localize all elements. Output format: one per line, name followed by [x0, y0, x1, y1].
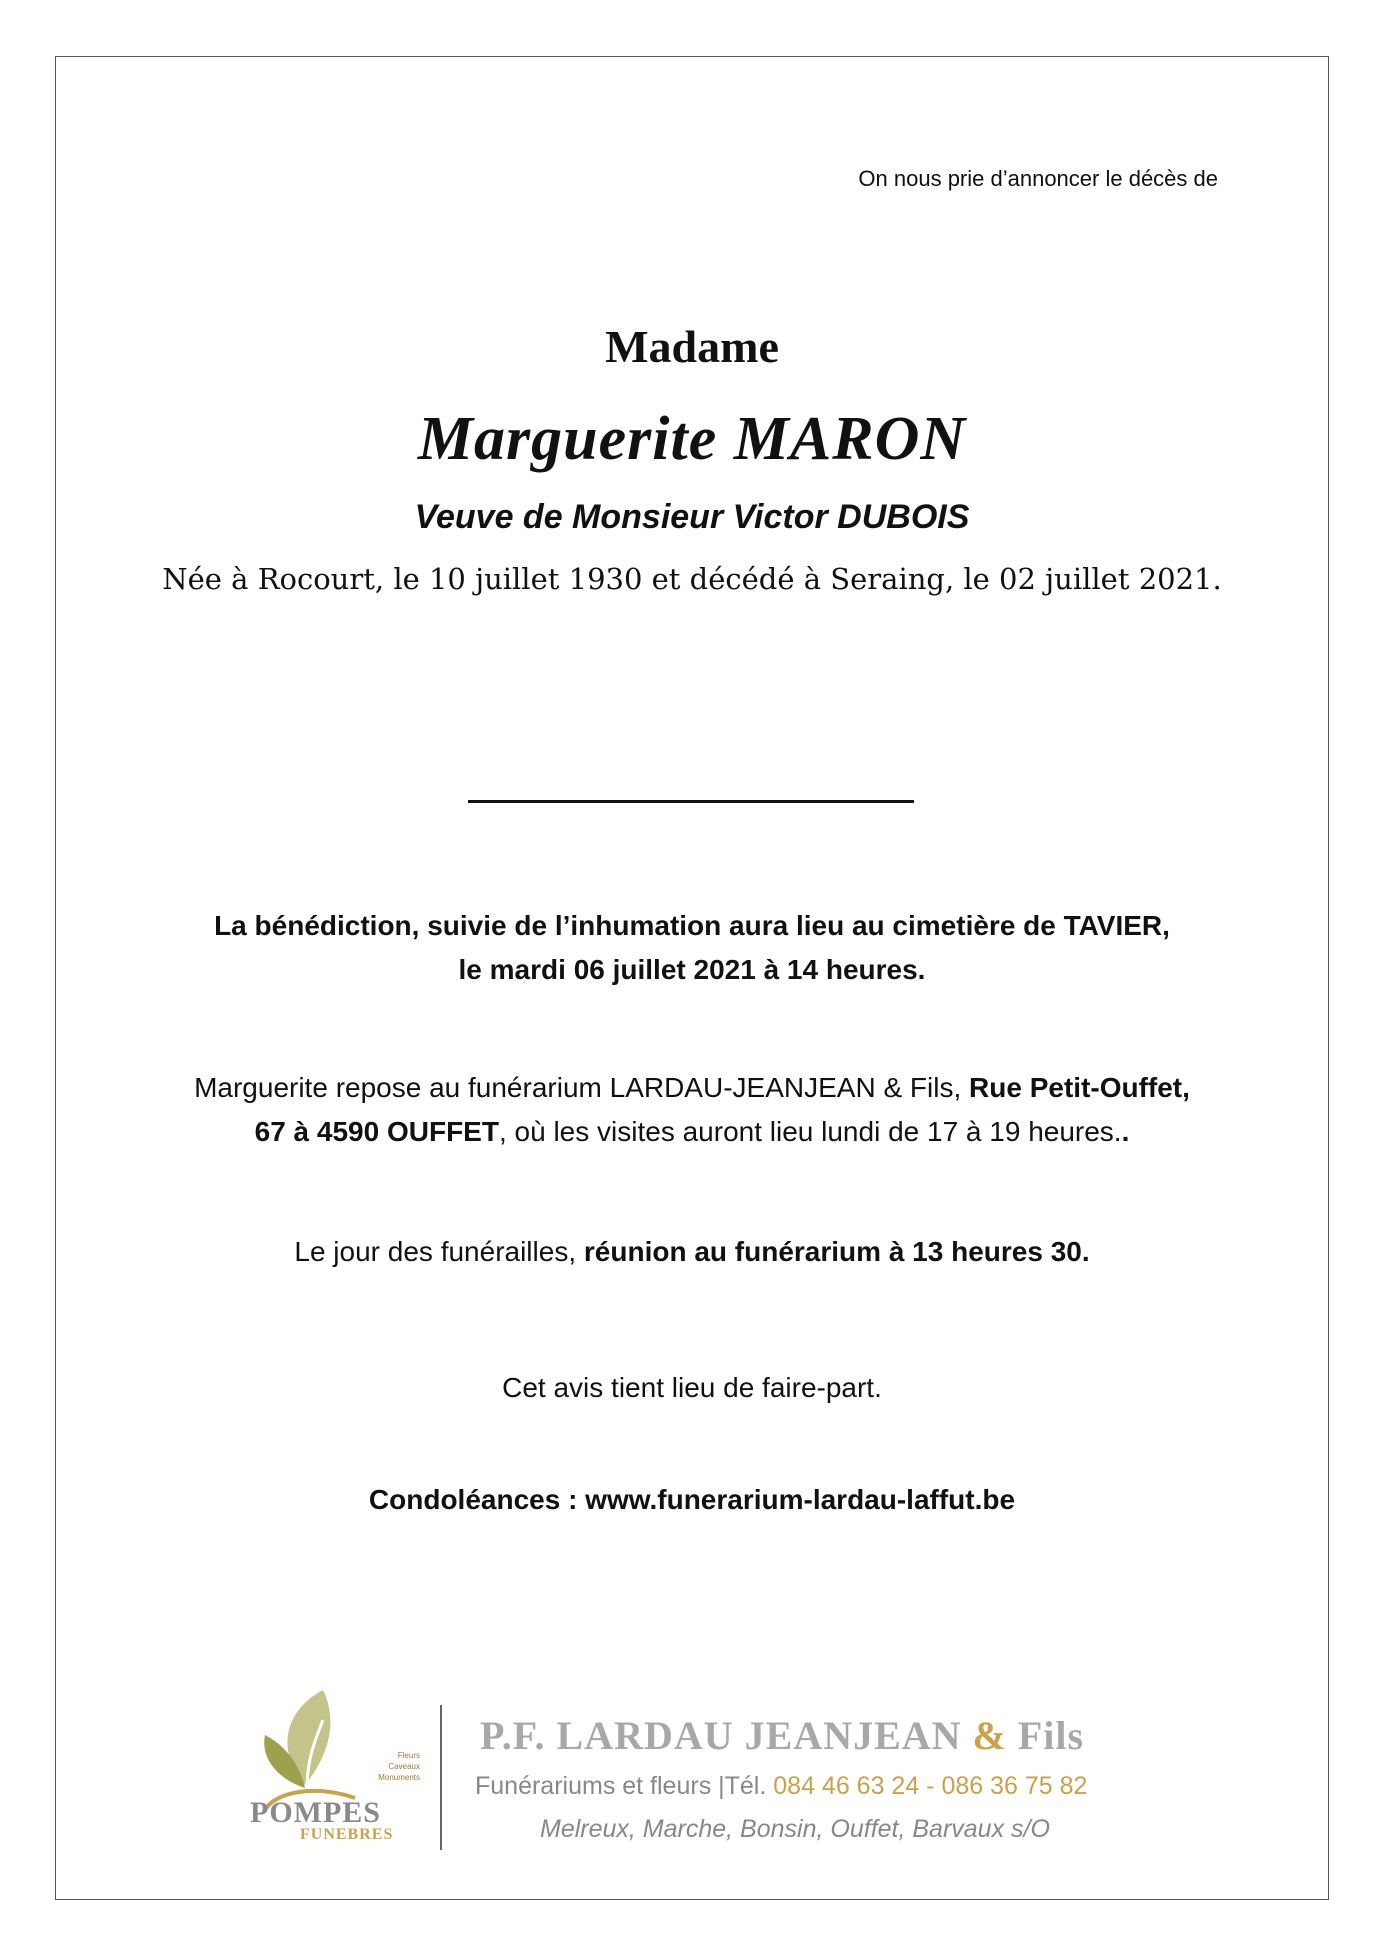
company-amp: & — [972, 1713, 1007, 1758]
company-services — [475, 1772, 1087, 1801]
repose-street: Rue Petit-Ouffet, — [969, 1072, 1190, 1103]
civility: Madame — [605, 321, 779, 372]
logo-sub-1: Fleurs — [397, 1751, 420, 1760]
notice-text: Cet avis tient lieu de faire-part. — [502, 1372, 882, 1403]
gathering-time: réunion au funérarium à 13 heures 30. — [583, 1236, 1090, 1267]
intro-text: On nous prie d’annoncer le décès de — [858, 166, 1218, 191]
logo-sub-3: Monuments — [378, 1773, 420, 1782]
logo-subtitle — [370, 1750, 420, 1783]
services-label: Funérariums et fleurs — [475, 1772, 719, 1800]
widow-line: Veuve de Monsieur Victor DUBOIS — [414, 498, 970, 536]
repose-period: . — [1121, 1116, 1130, 1147]
repose-text: Marguerite repose au funérarium LARDAU-JEANJEAN & Fils, — [194, 1072, 970, 1103]
condolences-line: Condoléances : www.funerarium-lardau-laffut.be — [368, 1484, 1016, 1515]
repose-city: 67 à 4590 OUFFET — [254, 1116, 499, 1147]
repose-visits: , où les visites auront lieu lundi de 17 à 19 heures. — [498, 1116, 1122, 1147]
footer-divider — [440, 1705, 442, 1850]
repose-info — [55, 1066, 1329, 1154]
separator-rule — [468, 800, 914, 803]
ceremony-line-2: le mardi 06 juillet 2021 à 14 heures. — [458, 954, 926, 985]
logo-word-funebres: FUNEBRES — [300, 1826, 394, 1843]
company-locations: Melreux, Marche, Bonsin, Ouffet, Barvaux s/O — [540, 1815, 1050, 1843]
ceremony-line-1: La bénédiction, suivie de l’inhumation aura lieu au cimetière de TAVIER, — [214, 910, 1170, 941]
company-suffix: Fils — [1006, 1713, 1085, 1758]
services-tel-label: |Tél. — [718, 1772, 774, 1800]
gathering-info — [55, 1230, 1329, 1274]
company-name — [480, 1712, 1084, 1759]
repose-line-2 — [55, 1110, 1329, 1154]
ceremony-info — [55, 904, 1329, 992]
logo-sub-2: Caveaux — [388, 1762, 420, 1771]
gathering-text: Le jour des funérailles, — [294, 1236, 584, 1267]
logo-word-pompes: POMPES — [250, 1796, 381, 1829]
repose-line-1 — [55, 1066, 1329, 1110]
company-prefix: P.F. LARDAU JEANJEAN — [480, 1713, 973, 1758]
deceased-name: Marguerite MARON — [417, 405, 967, 473]
services-phones: 084 46 63 24 - 086 36 75 82 — [773, 1772, 1088, 1800]
birth-death-line: Née à Rocourt, le 10 juillet 1930 et décédé à Seraing, le 02 juillet 2021. — [162, 562, 1222, 596]
